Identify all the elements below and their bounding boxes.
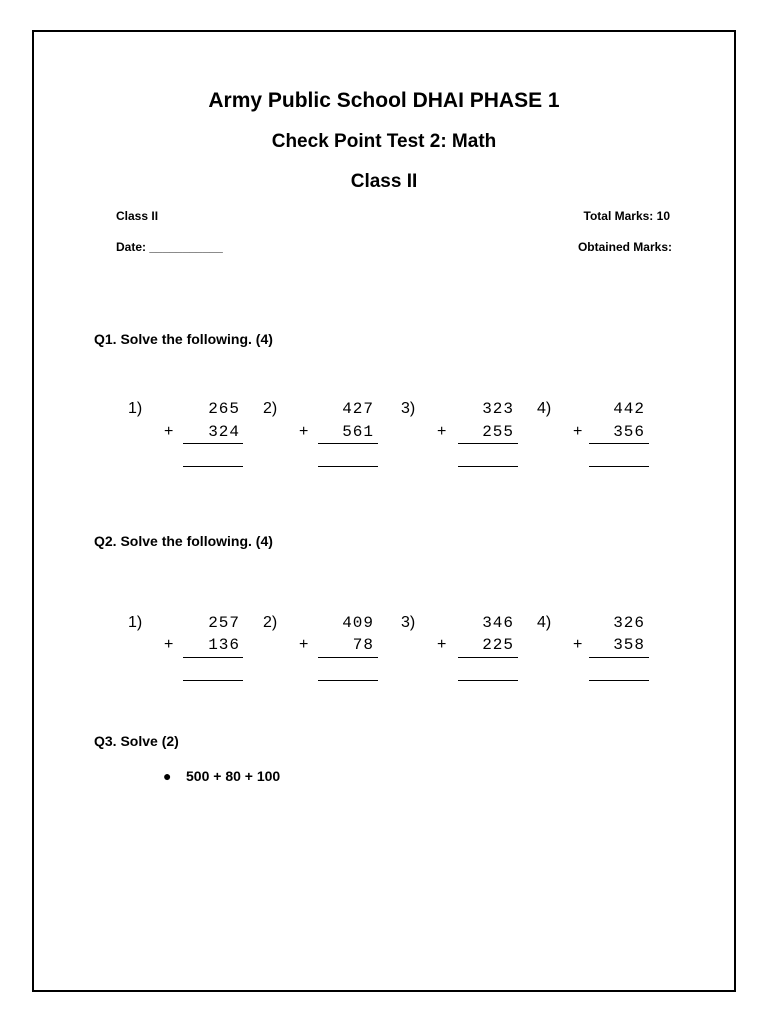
addend-top: 442 (613, 400, 645, 418)
addend-bottom: 136 (208, 636, 240, 654)
sum-line (458, 657, 518, 658)
date-field: Date: ___________ (116, 240, 223, 254)
sum-line (318, 657, 378, 658)
plus-sign: + (299, 636, 309, 653)
addend-bottom: 356 (613, 423, 645, 441)
addend-top: 346 (482, 614, 514, 632)
plus-sign: + (573, 636, 583, 653)
test-title: Check Point Test 2: Math (271, 131, 497, 152)
sum-line (183, 443, 243, 444)
addend-bottom: 255 (482, 423, 514, 441)
plus-sign: + (164, 423, 174, 440)
problem-label: 4) (537, 400, 552, 417)
problem-label: 4) (537, 614, 552, 631)
problem-label: 1) (128, 400, 143, 417)
problem-label: 1) (128, 614, 143, 631)
q1-heading: Q1. Solve the following. (4) (94, 331, 273, 347)
plus-sign: + (437, 636, 447, 653)
addend-bottom: 324 (208, 423, 240, 441)
school-title: Army Public School DHAI PHASE 1 (208, 89, 560, 112)
plus-sign: + (573, 423, 583, 440)
addend-top: 409 (342, 614, 374, 632)
bullet-icon: ● (163, 768, 172, 784)
sum-line (458, 443, 518, 444)
plus-sign: + (299, 423, 309, 440)
class-title: Class II (350, 171, 418, 192)
problem-label: 3) (401, 400, 416, 417)
answer-line[interactable] (589, 680, 649, 681)
q2-heading: Q2. Solve the following. (4) (94, 533, 273, 549)
addend-top: 265 (208, 400, 240, 418)
answer-line[interactable] (318, 466, 378, 467)
addend-top: 427 (342, 400, 374, 418)
q3-heading: Q3. Solve (2) (94, 733, 179, 749)
addend-bottom: 358 (613, 636, 645, 654)
sum-line (589, 657, 649, 658)
total-marks: Total Marks: 10 (583, 209, 670, 223)
answer-line[interactable] (458, 680, 518, 681)
plus-sign: + (164, 636, 174, 653)
answer-line[interactable] (183, 680, 243, 681)
class-label: Class II (116, 209, 159, 223)
answer-line[interactable] (318, 680, 378, 681)
addend-bottom: 561 (342, 423, 374, 441)
sum-line (589, 443, 649, 444)
problem-label: 2) (263, 614, 278, 631)
addend-bottom: 225 (482, 636, 514, 654)
answer-line[interactable] (183, 466, 243, 467)
addend-top: 326 (613, 614, 645, 632)
q3-expression: 500 + 80 + 100 (186, 768, 281, 784)
problem-label: 3) (401, 614, 416, 631)
obtained-marks: Obtained Marks: (577, 240, 672, 254)
addend-bottom: 78 (352, 636, 374, 654)
answer-line[interactable] (589, 466, 649, 467)
addend-top: 323 (482, 400, 514, 418)
answer-line[interactable] (458, 466, 518, 467)
problem-label: 2) (263, 400, 278, 417)
addend-top: 257 (208, 614, 240, 632)
plus-sign: + (437, 423, 447, 440)
sum-line (318, 443, 378, 444)
sum-line (183, 657, 243, 658)
